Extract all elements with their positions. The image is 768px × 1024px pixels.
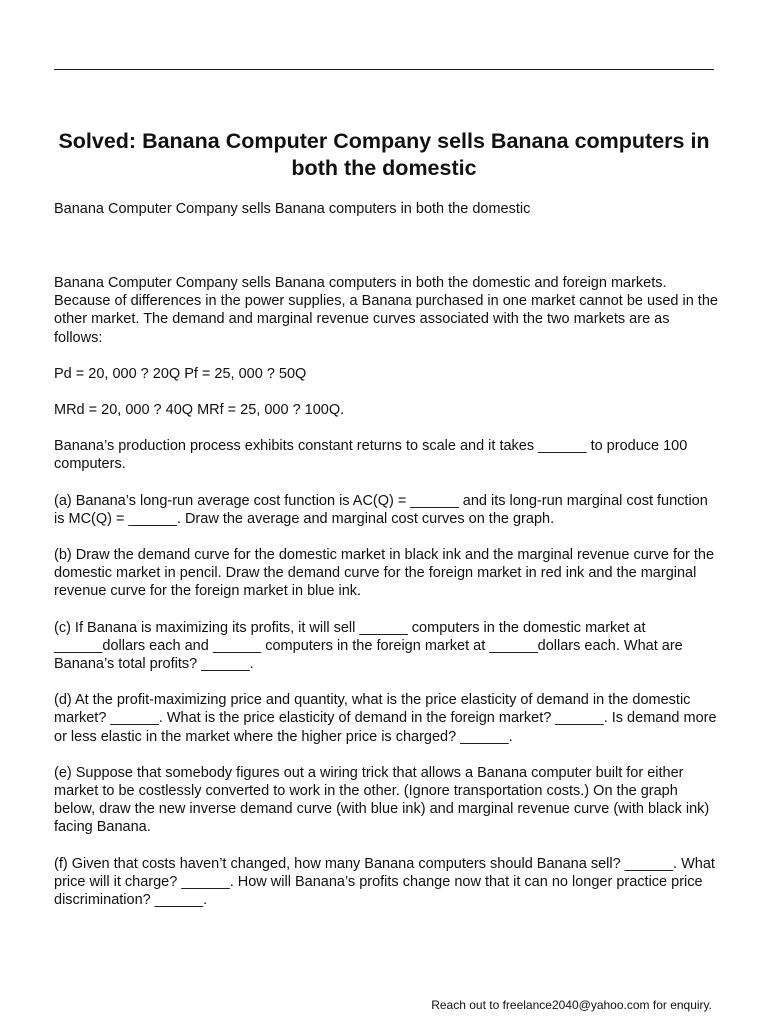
paragraph-question-d: (d) At the profit-maximizing price and quantity, what is the price elasticity of demand in the domestic market? ______. What is the price elasticity of demand in the foreign market? ______. Is demand more or less elastic in the market where the higher price is charged? ______.	[54, 692, 717, 745]
page-subtitle: Banana Computer Company sells Banana computers in both the domestic	[54, 201, 531, 217]
paragraph-demand-equations: Pd = 20, 000 ? 20Q Pf = 25, 000 ? 50Q	[54, 365, 307, 382]
paragraph-intro: Banana Computer Company sells Banana computers in both the domestic and foreign markets. Because of differences in the power supplies, a Banana purchased in one market cannot be used in the other market. The demand and marginal revenue curves associated with the two markets are as follows:	[54, 275, 718, 346]
document-body	[54, 274, 718, 927]
paragraph-question-b: (b) Draw the demand curve for the domestic market in black ink and the marginal revenue curve for the domestic market in pencil. Draw the demand curve for the foreign market in red ink and the marginal revenue curve for the foreign market in blue ink.	[54, 547, 715, 600]
paragraph-question-a: (a) Banana’s long-run average cost function is AC(Q) = ______ and its long-run marginal cost function is MC(Q) = ______. Draw the average and marginal cost curves on the graph.	[54, 492, 708, 527]
paragraph-question-f: (f) Given that costs haven’t changed, how many Banana computers should Banana sell? ______. What price will it charge? ______. How will Banana’s profits change now that it can no longer practice price discrimination? ______.	[54, 855, 715, 909]
paragraph-production: Banana’s production process exhibits constant returns to scale and it takes ______ to produce 100 computers.	[54, 438, 688, 473]
page-title: Solved: Banana Computer Company sells Banana computers in both the domestic	[58, 129, 710, 180]
paragraph-question-e: (e) Suppose that somebody figures out a wiring trick that allows a Banana computer built for either market to be costlessly converted to work in the other. (Ignore transportation costs.) On the graph below, draw the new inverse demand curve (with blue ink) and marginal revenue curve (with black ink) facing Banana.	[54, 764, 710, 836]
paragraph-question-c: (c) If Banana is maximizing its profits, it will sell ______ computers in the domestic market at ______dollars each and ______ computers in the foreign market at ______dollars each. What are Banana’s total profits? ______.	[54, 619, 683, 673]
paragraph-mr-equations: MRd = 20, 000 ? 40Q MRf = 25, 000 ? 100Q.	[54, 402, 345, 419]
footer-contact: Reach out to freelance2040@yahoo.com for enquiry.	[431, 998, 712, 1012]
top-divider	[54, 69, 714, 70]
